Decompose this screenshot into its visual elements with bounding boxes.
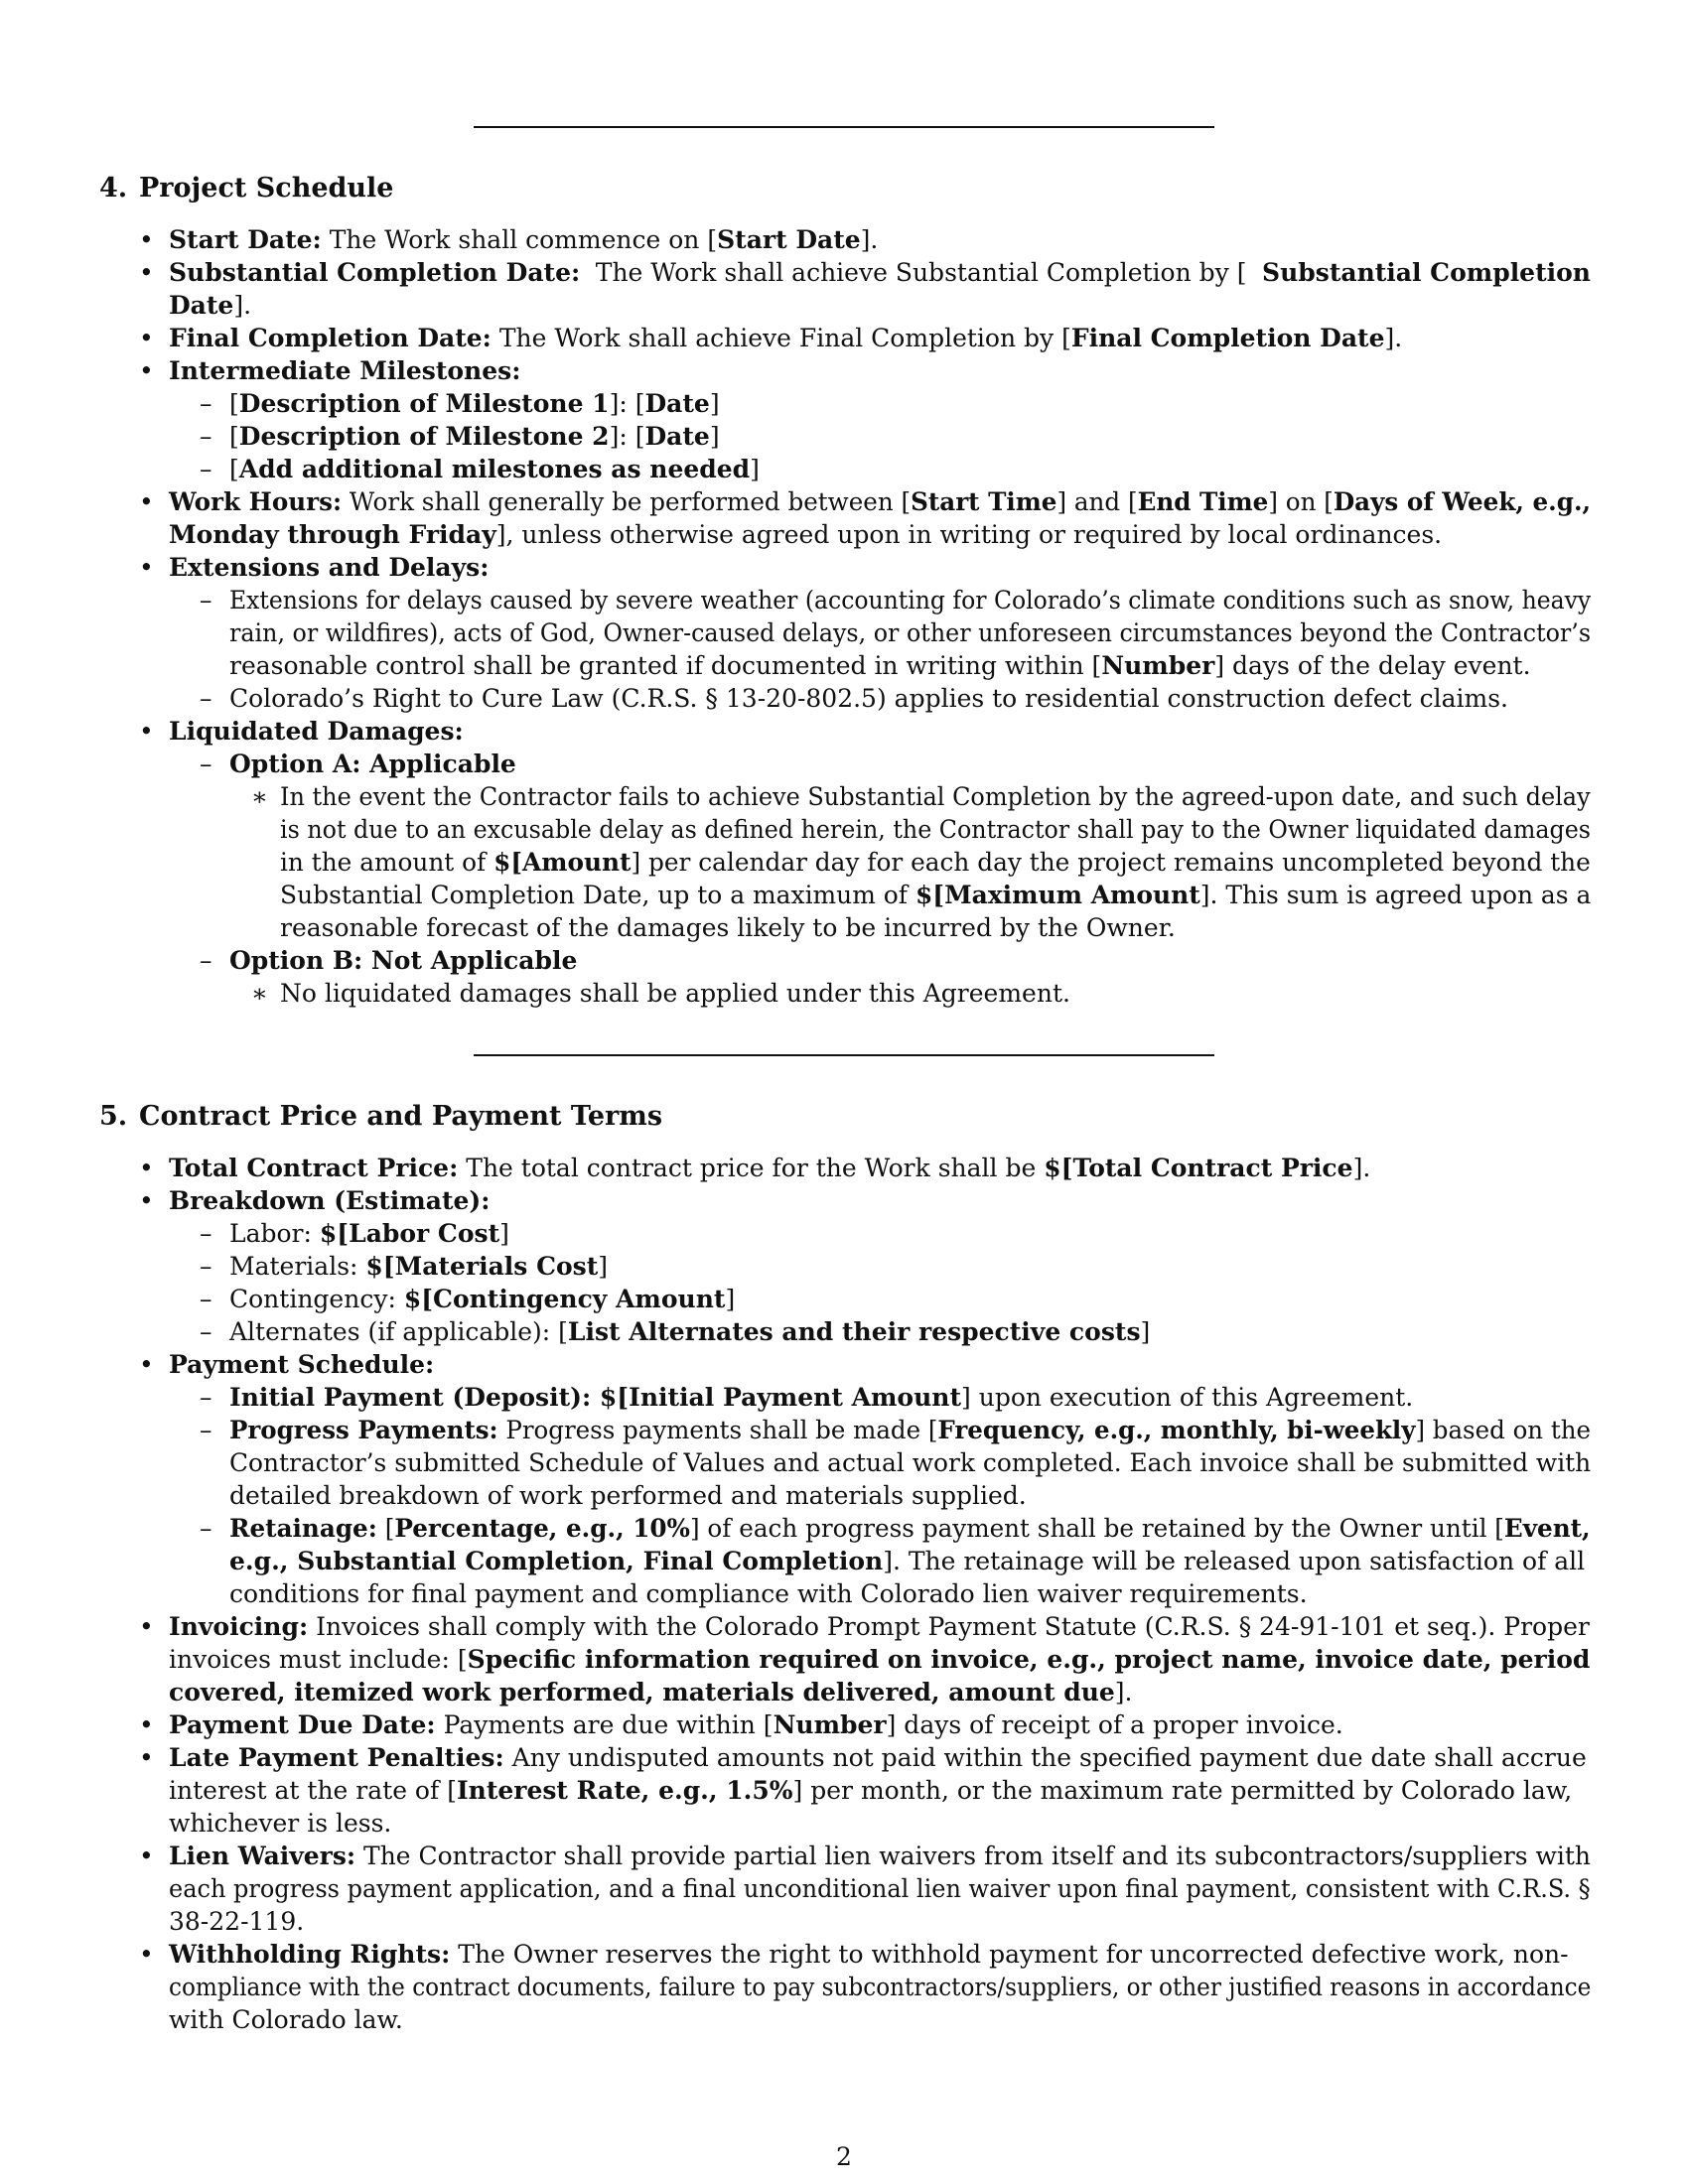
- option-a: Option A: Applicable: [229, 750, 516, 778]
- contingency-amount: Contingency: $[Contingency Amount]: [229, 1285, 736, 1313]
- middle-divider: [474, 1054, 1214, 1056]
- labor-cost: Labor: $[Labor Cost]: [229, 1219, 509, 1248]
- withholding-rights: Withholding Rights: The Owner reserves the right to withhold payment for uncorrected defective work, non-: [169, 1940, 1569, 1969]
- breakdown-label: Breakdown (Estimate):: [169, 1186, 491, 1215]
- extensions-label: Extensions and Delays:: [169, 553, 490, 582]
- option-b: Option B: Not Applicable: [229, 946, 578, 975]
- extensions-text: Extensions for delays caused by severe weather (accounting for Colorado’s climate conditions such as snow, heavy: [229, 586, 1592, 614]
- invoicing: Invoicing: Invoices shall comply with the Colorado Prompt Payment Statute (C.R.S. § 24-91-101 et seq.). Proper: [169, 1612, 1590, 1641]
- milestone-additional: [Add additional milestones as needed]: [229, 455, 760, 483]
- page-number: 2: [836, 2142, 852, 2171]
- option-b-text: No liquidated damages shall be applied under this Agreement.: [280, 979, 1070, 1008]
- late-payment-penalties: Late Payment Penalties: Any undisputed amounts not paid within the specified payment due date shall accrue: [169, 1743, 1587, 1772]
- final-completion-item: Final Completion Date: The Work shall achieve Final Completion by [Final Completion Date].: [169, 324, 1403, 352]
- milestone-1: [Description of Milestone 1]: [Date]: [229, 389, 720, 418]
- option-a-text: In the event the Contractor fails to achieve Substantial Completion by the agreed-upon date, and such delay: [280, 782, 1591, 811]
- progress-payments: Progress Payments: Progress payments shall be made [Frequency, e.g., monthly, bi-weekly] based on the: [229, 1416, 1591, 1444]
- top-divider: [474, 126, 1214, 128]
- total-contract-price: Total Contract Price: The total contract price for the Work shall be $[Total Contract Price].: [169, 1154, 1371, 1182]
- initial-payment: Initial Payment (Deposit): $[Initial Payment Amount] upon execution of this Agreement.: [229, 1383, 1414, 1412]
- liquidated-damages-label: Liquidated Damages:: [169, 717, 464, 746]
- lien-waivers: Lien Waivers: The Contractor shall provide partial lien waivers from itself and its subcontractors/suppliers with: [169, 1842, 1592, 1870]
- materials-cost: Materials: $[Materials Cost]: [229, 1252, 609, 1281]
- alternates: Alternates (if applicable): [List Alternates and their respective costs]: [229, 1317, 1151, 1346]
- substantial-completion-item: Substantial Completion Date: The Work shall achieve Substantial Completion by [ Substantial Completion: [169, 258, 1591, 287]
- intermediate-milestones-label: Intermediate Milestones:: [169, 356, 521, 385]
- section-4-heading: 4. Project Schedule: [99, 173, 394, 204]
- right-to-cure: Colorado’s Right to Cure Law (C.R.S. § 13-20-802.5) applies to residential construction defect claims.: [229, 684, 1508, 713]
- section-5-heading: 5. Contract Price and Payment Terms: [99, 1101, 663, 1132]
- payment-due-date: Payment Due Date: Payments are due within [Number] days of receipt of a proper invoice.: [169, 1710, 1343, 1739]
- retainage: Retainage: [Percentage, e.g., 10%] of each progress payment shall be retained by the Owner until [Event,: [229, 1514, 1591, 1543]
- milestone-2: [Description of Milestone 2]: [Date]: [229, 422, 720, 451]
- start-date-item: Start Date: The Work shall commence on [Start Date].: [169, 225, 879, 254]
- work-hours-item: Work Hours: Work shall generally be performed between [Start Time] and [End Time] on [Days of Week, e.g.,: [169, 487, 1592, 516]
- payment-schedule-label: Payment Schedule:: [169, 1350, 435, 1379]
